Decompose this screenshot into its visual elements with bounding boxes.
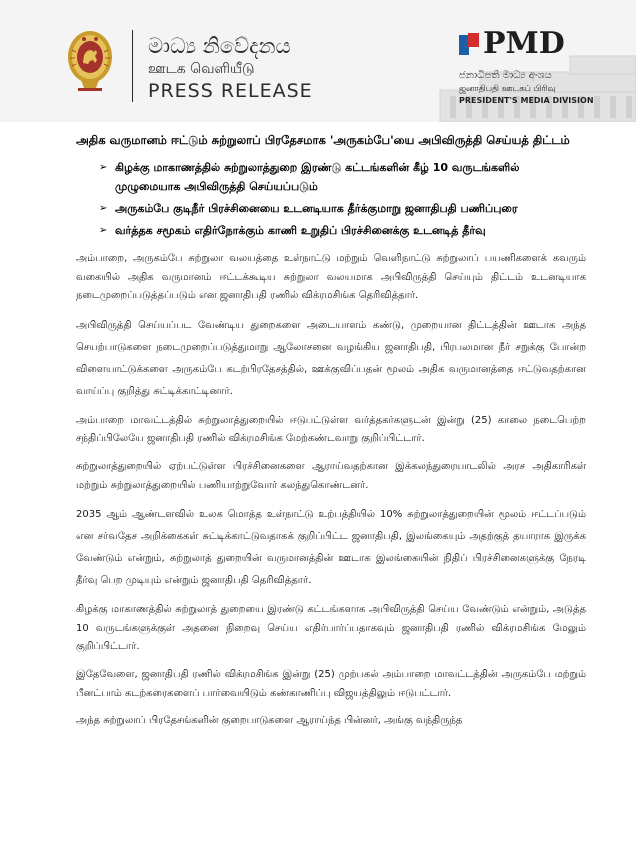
title-tamil: ஊடக வெளியீடு xyxy=(148,61,255,77)
key-point-text: வர்த்தக சமூகம் எதிர்நோக்கும் காணி உறுதிப் பிரச்சினைக்கு உடனடித் தீர்வு xyxy=(115,224,486,237)
org-name-sinhala: ජනාධිපති මාධ්‍ය අංශය xyxy=(459,70,552,81)
org-name-tamil: ஜனாதிபதி ஊடகப் பிரிவு xyxy=(459,84,556,94)
org-name-english: PRESIDENT'S MEDIA DIVISION xyxy=(459,96,594,105)
arrow-bullet-icon: ➢ xyxy=(99,203,108,214)
arrow-bullet-icon: ➢ xyxy=(99,225,108,236)
pmd-logo-text: PMD xyxy=(483,26,565,61)
sri-lanka-emblem-icon xyxy=(66,30,114,94)
title-english: PRESS RELEASE xyxy=(148,80,313,102)
press-release-header xyxy=(0,0,636,122)
paragraph: அபிவிருத்தி செய்யப்பட வேண்டிய துறைகளை அடையாளம் கண்டு, முறையான திட்டத்தின் ஊடாக அந்த செயற்பாடுகளை நடைமுறைப்படுத்துமாறு ஆலோசனை வழங்கிய ஜனாதிபதி, பிரபலமான நீர் சறுக்கு போன்ற விளையாட்டுக்களை அருகம்பே கடற்பிரதேசத்தில், ஊக்குவிப்பதன் மூலம் அதிக வருமானத்தை ஈட்டுவதற்கான வாய்ப்பு குறித்து சுட்டிக்காட்டினார். xyxy=(76,319,587,397)
key-point-text: கிழக்கு மாகாணத்தில் சுற்றுலாத்துறை இரண்டு கட்டங்களின் கீழ் 10 வருடங்களில் முழுமையாக அபிவிருத்தி செய்யப்படும் xyxy=(115,161,520,193)
paragraph: அம்பாறை மாவட்டத்தில் சுற்றுலாத்துறையில் ஈடுபட்டுள்ள வர்த்தகர்களுடன் இன்று (25) காலை நடைபெற்ற சந்திப்பிலேயே ஜனாதிபதி ரணில் விக்ரமசிங்க மேற்கண்டவாறு குறிப்பிட்டார். xyxy=(76,414,586,445)
paragraph: கிழக்கு மாகாணத்தில் சுற்றுலாத் துறையை இரண்டு கட்டங்களாக அபிவிருத்தி செய்ய வேண்டும் என்றும், அடுத்த 10 வருடங்களுக்குள் அதனை நிறைவு செய்ய எதிர்பார்ப்பதாகவும் ஜனாதிபதி ரணில் விக்ரமசிங்க மேலும் குறிப்பிட்டார். xyxy=(76,604,586,653)
key-point xyxy=(99,199,586,218)
paragraph: அம்பாறை, அருகம்பே சுற்றுலா வலயத்தை உள்நாட்டு மற்றும் வெளிநாட்டு சுற்றுலாப் பயணிகளைக் கவரும் வகையில் அதிக வருமானம் ஈட்டக்கூடிய சுற்றுலா வலயமாக அபிவிருத்தி செய்யும் திட்டம் உடனடியாக நடைமுறைப்படுத்தப்படும் என ஜனாதிபதி ரணில் விக்ரமசிங்க தெரிவித்தார். xyxy=(76,253,586,302)
key-point xyxy=(99,158,586,196)
key-point xyxy=(99,221,586,240)
title-sinhala: මාධ්‍ය නිවේදනය xyxy=(148,34,291,58)
pmd-logo xyxy=(459,26,565,61)
header-divider xyxy=(132,30,133,102)
key-point-text: அருகம்பே குடிநீர் பிரச்சினையை உடனடியாக தீர்க்குமாறு ஜனாதிபதி பணிப்புரை xyxy=(115,202,518,215)
key-points-list xyxy=(76,158,586,240)
article-headline: அதிக வருமானம் ஈட்டும் சுற்றுலாப் பிரதேசமாக 'அருகம்பே'யை அபிவிருத்தி செய்யத் திட்டம் xyxy=(76,133,570,147)
arrow-bullet-icon: ➢ xyxy=(99,162,108,173)
pmd-mark-icon xyxy=(459,33,479,55)
paragraph: 2035 ஆம் ஆண்டளவில் உலக மொத்த உள்நாட்டு உற்பத்தியில் 10% சுற்றுலாத்துறையின் மூலம் ஈட்டப்படும் என சர்வதேச அறிக்கைகள் சுட்டிக்காட்டுவதாகக் குறிப்பிட்ட ஜனாதிபதி, இலங்கையும் அதற்குத் தயாராக இருக்க வேண்டும் என்றும், சுற்றுலாத் துறையின் வருமானத்தின் ஊடாக இலங்கையின் நிதிப் பிரச்சினைகளுக்கு நேரடி தீர்வு பெற முடியும் என்றும் ஜனாதிபதி தெரிவித்தார். xyxy=(76,509,586,587)
paragraph: அந்த சுற்றுலாப் பிரதேசங்களின் குறைபாடுகளை ஆராய்ந்த பின்னர், அங்கு வந்திருந்த xyxy=(76,715,463,727)
article-body xyxy=(76,130,586,740)
paragraph: சுற்றுலாத்துறையில் ஏற்பட்டுள்ள பிரச்சினைகளை ஆராய்வதற்கான இக்கலந்துரையாடலில் அரச அதிகாரிகள் மற்றும் சுற்றுலாத்துறையில் பணியாற்றுவோர் கலந்துகொண்டனர். xyxy=(76,460,586,491)
paragraph: இதேவேளை, ஜனாதிபதி ரணில் விக்ரமசிங்க இன்று (25) முற்பகல் அம்பாறை மாவட்டத்தின் அருகம்பே மற்றும் பீனட்பாம் கடற்கரைகளைப் பார்வையிடும் கண்காணிப்பு விஜயத்திலும் ஈடுபட்டார். xyxy=(76,668,586,699)
